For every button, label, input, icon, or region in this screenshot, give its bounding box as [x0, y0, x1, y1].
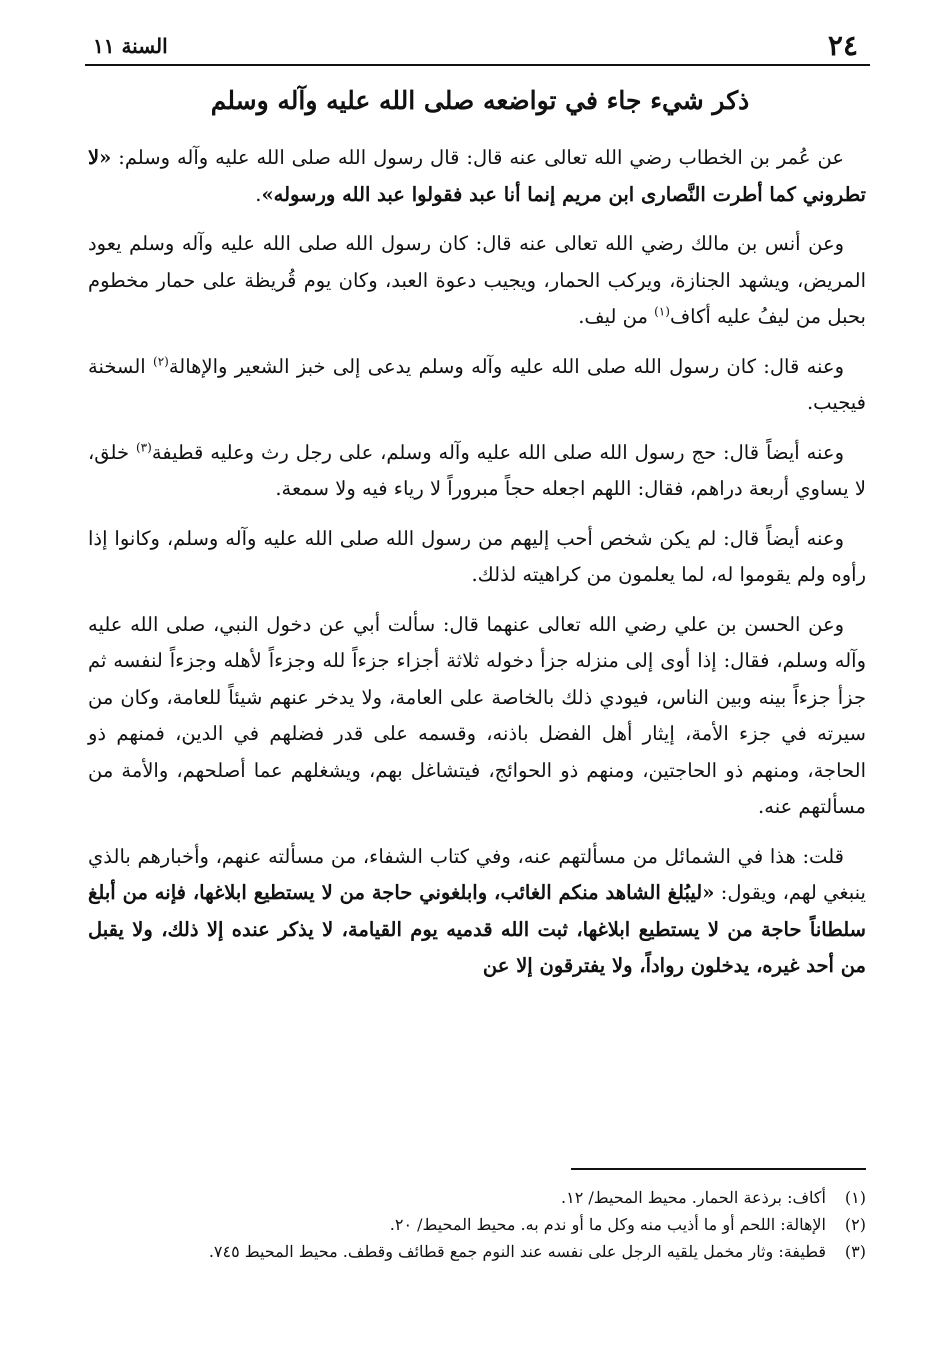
running-head: السنة ١١ — [93, 34, 168, 58]
footnote-number: (٢) — [844, 1215, 866, 1234]
paragraph-3 — [88, 349, 866, 422]
paragraph-1-text: عن عُمر بن الخطاب رضي الله تعالى عنه قال: قال رسول الله صلى الله عليه وآله وسلم: — [111, 146, 844, 169]
footnote-text: أكاف: برذعة الحمار. محيط المحيط/ ١٢. — [561, 1188, 826, 1207]
section-title: ذكر شيء جاء في تواضعه صلى الله عليه وآله وسلم — [210, 86, 750, 115]
paragraph-7-text: قلت: هذا في الشمائل من مسألتهم عنه، وفي كتاب الشفاء، من مسألته عنهم، وأخبارهم بالذي ينبغي لهم، ويقول: — [88, 844, 866, 904]
paragraph-6: وعن الحسن بن علي رضي الله تعالى عنهما قال: سألت أبي عن دخول النبي، صلى الله عليه وآله وسلم، فقال: إذا أوى إلى منزله جزأ دخوله ثلاثة أجزاء جزءاً لله وجزءاً لأهله وجزءاً لنفسه ثم جزأ جزءاً بينه وبين الناس، فيودي ذلك بالخاصة على العامة، ولا يدخر عنهم شيئاً للعامة، وكان من سيرته في جزء الأمة، إيثار أهل الفضل باذنه، وقسمه على قدر فضلهم في الدين، فمنهم ذو الحاجة، ومنهم ذو الحاجتين، ومنهم ذو الحوائج، فيتشاغل بهم، ويشغلهم عما أصلحهم، والأمة من مسألتهم عنه. — [88, 612, 866, 818]
footnote-ref-2: (٢) — [153, 354, 169, 368]
hadith-quote-1: «لا تطروني كما أطرت النَّصارى ابن مريم إنما أنا عبد فقولوا عبد الله ورسوله» — [88, 146, 866, 206]
paragraph-4 — [88, 435, 866, 508]
page-number: ٢٤ — [827, 29, 858, 62]
footnote-3 — [88, 1238, 866, 1265]
footnote-ref-1: (١) — [654, 304, 670, 319]
paragraph-1-end: . — [255, 182, 262, 206]
paragraph-5: وعنه أيضاً قال: لم يكن شخص أحب إليهم من رسول الله صلى الله عليه وآله وسلم، وكانوا إذا رأوه ولم يقوموا له، لما يعلمون من كراهيته لذلك. — [88, 526, 866, 586]
paragraph-1 — [88, 140, 866, 213]
hadith-quote-2: «ليبُلغ الشاهد منكم الغائب، وابلغوني حاجة من لا يستطيع ابلاغها، فإنه من أبلغ سلطاناً حاجة من لا يستطيع ابلاغها، ثبت الله قدميه يوم القيامة، لا يذكر عنده إلا ذلك، ولا يقبل من أحد غيره، يدخلون رواداً، ولا يفترقون إلا عن — [88, 881, 866, 977]
footnote-number: (١) — [844, 1188, 866, 1207]
page-header — [85, 20, 870, 66]
paragraph-2-end: من ليف. — [578, 305, 655, 328]
footnote-2 — [88, 1211, 866, 1238]
footnote-1 — [88, 1184, 866, 1211]
footnote-number: (٣) — [844, 1242, 866, 1261]
footnote-ref-3: (٣) — [135, 440, 152, 454]
paragraph-2-text: وعن أنس بن مالك رضي الله تعالى عنه قال: كان رسول الله صلى الله عليه وآله وسلم يعود المريض، ويشهد الجنازة، ويركب الحمار، ويجيب دعوة العبد، وكان يوم قُريظة على حمار مخطوم بحبل من ليفُ عليه أكاف — [88, 232, 866, 328]
footnote-text: قطيفة: وثار مخمل يلقيه الرجل على نفسه عند النوم جمع قطائف وقطف. محيط المحيط ٧٤٥. — [208, 1242, 826, 1261]
main-text — [88, 140, 866, 998]
paragraph-3-end: السخنة فيجيب. — [88, 354, 866, 414]
footnotes — [88, 1184, 866, 1265]
paragraph-3-text: وعنه قال: كان رسول الله صلى الله عليه وآله وسلم يدعى إلى خبز الشعير والإهالة — [168, 354, 844, 378]
paragraph-2 — [88, 226, 866, 336]
paragraph-4-end: خلق، لا يساوي أربعة دراهم، فقال: اللهم اجعله حجاً مبروراً لا رياء فيه ولا سمعة. — [88, 440, 866, 500]
paragraph-7 — [88, 839, 866, 985]
footnote-text: الإهالة: اللحم أو ما أذيب منه وكل ما أو ندم به. محيط المحيط/ ٢٠. — [389, 1215, 826, 1234]
footnote-divider — [571, 1168, 866, 1170]
paragraph-4-text: وعنه أيضاً قال: حج رسول الله صلى الله عليه وآله وسلم، على رجل رث وعليه قطيفة — [151, 440, 844, 464]
